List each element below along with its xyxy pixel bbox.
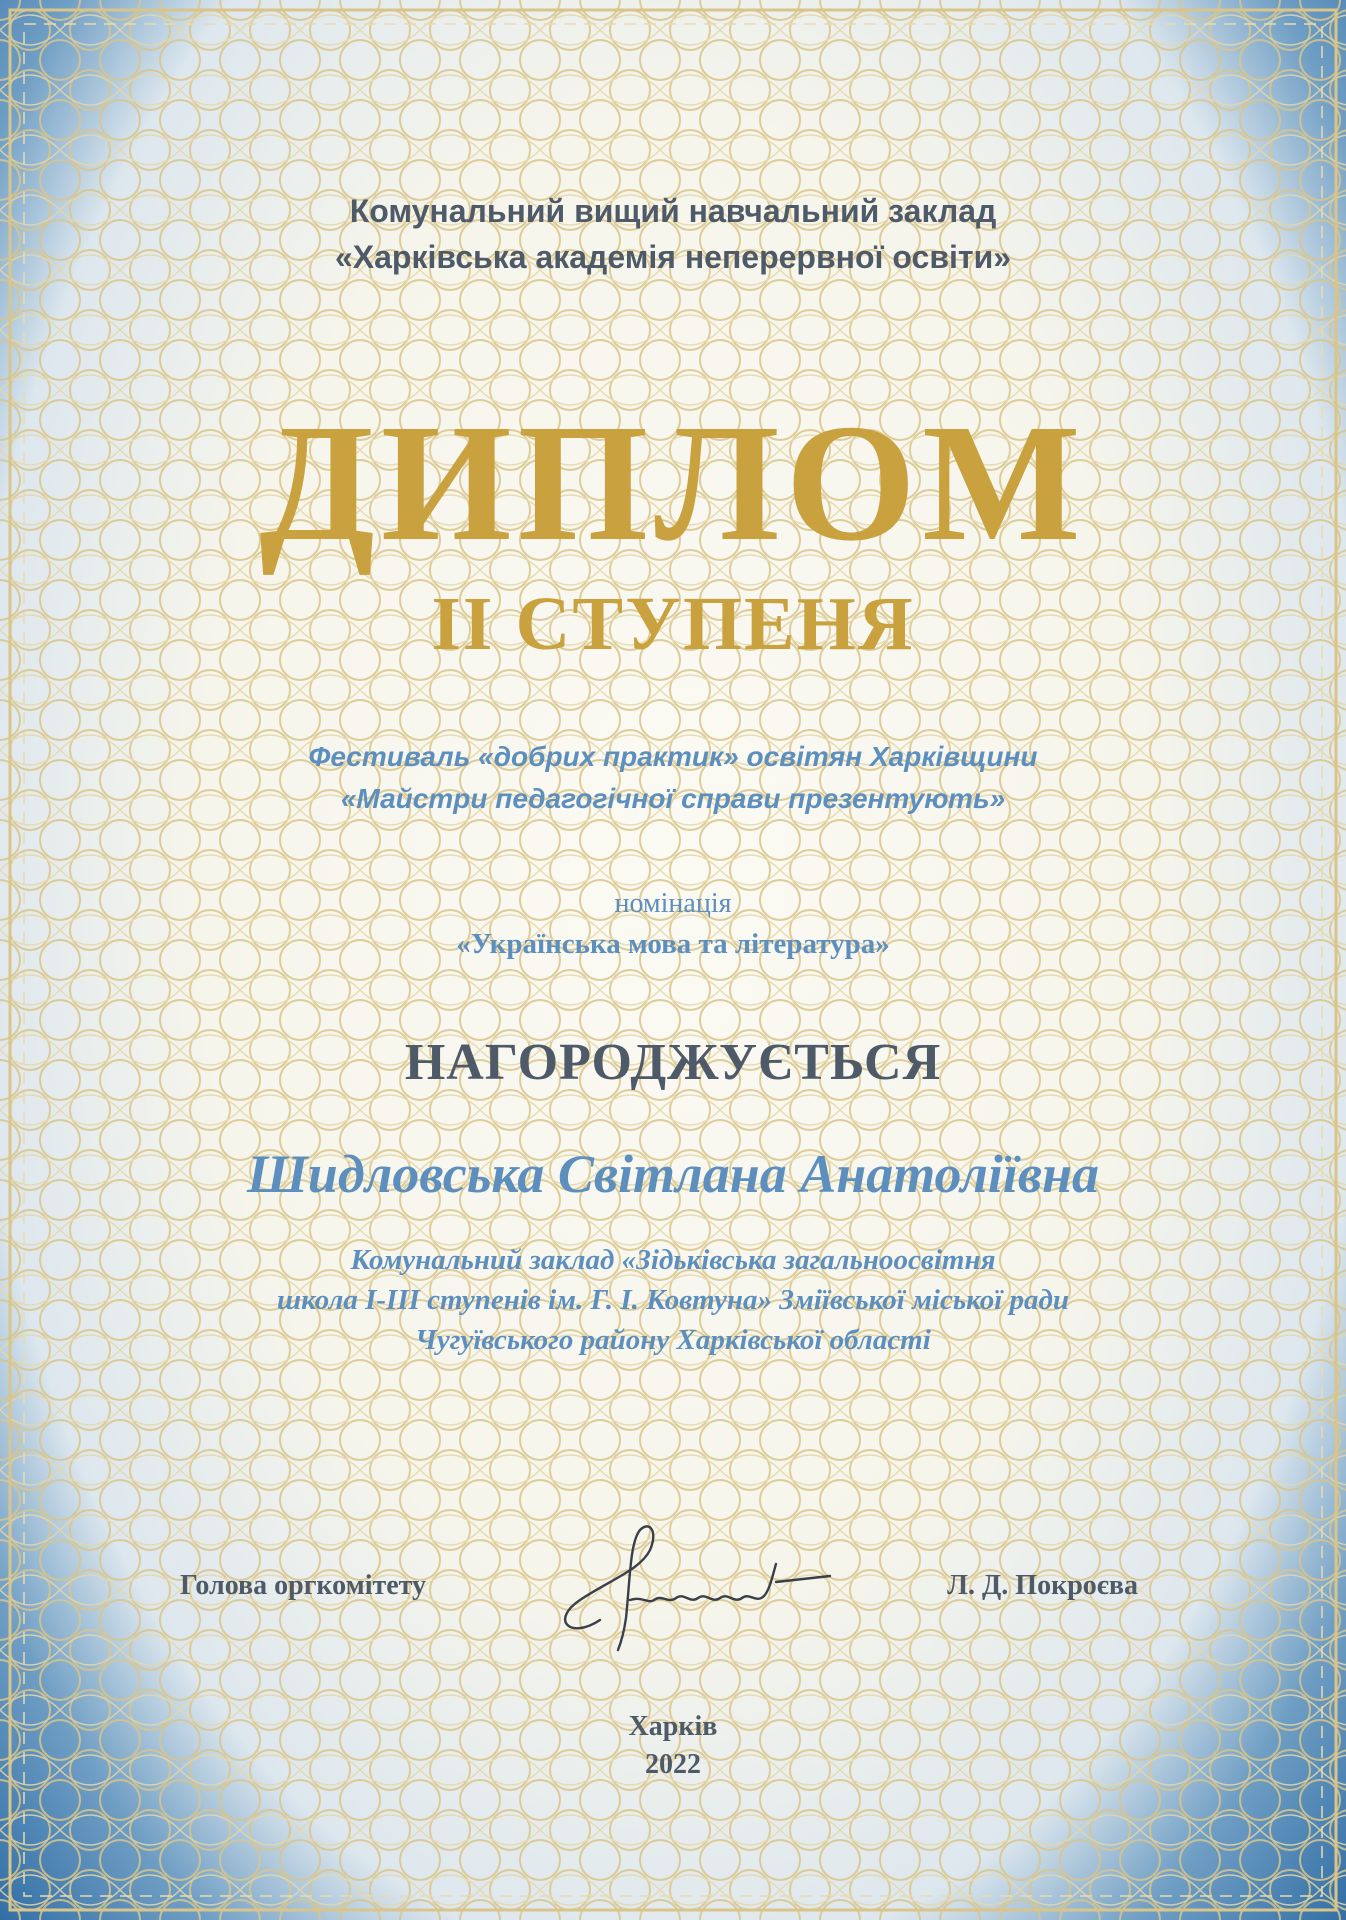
diploma-degree: ІІ СТУПЕНЯ	[431, 582, 915, 666]
signatory-name: Л. Д. Покроєва	[947, 1570, 1138, 1601]
signature-icon	[530, 1500, 850, 1660]
nomination-value: «Українська мова та література»	[456, 928, 890, 960]
place-year: 2022	[645, 1749, 701, 1780]
place-city: Харків	[628, 1711, 718, 1742]
awarded-heading: НАГОРОДЖУЄТЬСЯ	[404, 1034, 942, 1091]
school-line-2: школа І-ІІІ ступенів ім. Г. І. Ковтуна» Зміївської міської ради	[276, 1284, 1070, 1316]
festival-name	[0, 736, 1346, 820]
school-line-1: Комунальний заклад «Зідьківська загальноосвітня	[350, 1244, 996, 1276]
festival-line-2: «Майстри педагогічної справи презентують»	[340, 783, 1006, 814]
recipient-name: Шидловська Світлана Анатоліївна	[246, 1144, 1100, 1204]
festival-line-1: Фестиваль «добрих практик» освітян Харківщини	[308, 741, 1038, 772]
diploma-title: ДИПЛОМ	[259, 390, 1087, 576]
signatory-role: Голова оргкомітету	[180, 1570, 427, 1601]
institution-line-2: «Харківська академія неперервної освіти»	[334, 239, 1012, 275]
nomination-label: номінація	[614, 888, 732, 919]
school-line-3: Чугуївського району Харківської області	[415, 1324, 931, 1356]
school-name	[0, 1240, 1346, 1360]
institution-line-1: Комунальний вищий навчальний заклад	[349, 193, 997, 229]
institution-name	[0, 188, 1346, 280]
